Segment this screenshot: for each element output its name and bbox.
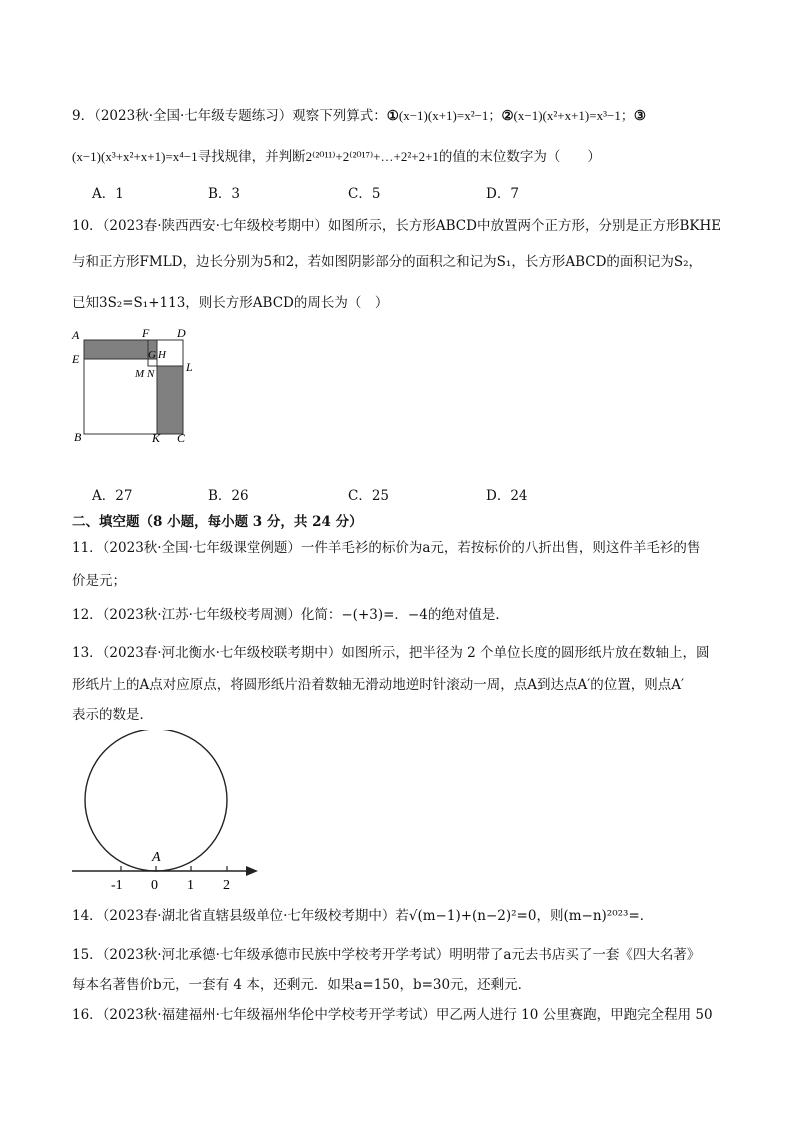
tick-label-1: 1	[187, 878, 194, 893]
label-f: F	[142, 326, 150, 340]
q10-option-a: A．27	[92, 488, 133, 504]
shaded-right	[157, 366, 183, 434]
q13-line2: 形纸片上的A点对应原点，将圆形纸片沿着数轴无滑动地逆时针滚动一周，点A到达点A′的位置，则点A′	[72, 677, 685, 693]
q10-figure	[62, 323, 202, 448]
q9-mid: 寻找规律，并判断	[197, 149, 306, 165]
shaded-top	[84, 340, 157, 359]
q9-expr2: (x−1)(x²+x+1)=x³−1；	[513, 108, 634, 123]
q11-line1: 11．（2023秋·全国·七年级课堂例题）一件羊毛衫的标价为a元，若按标价的八折出售，则这件羊毛衫的售	[72, 540, 701, 556]
label-c: C	[177, 431, 186, 445]
label-n: N	[147, 368, 155, 380]
axis-arrow	[246, 866, 258, 876]
q9-expr3: (x−1)(x³+x²+x+1)=x⁴−1	[72, 149, 198, 164]
label-b: B	[74, 430, 82, 444]
label-g: G	[148, 349, 156, 361]
section-title: 二、填空题（8 小题，每小题 3 分，共 24 分）	[72, 514, 363, 530]
label-l: L	[186, 360, 193, 374]
q10-line2: 与和正方形FMLD，边长分别为5和2，若如图阴影部分的面积之和记为S₁，长方形ABCD的面积记为S₂，	[72, 254, 703, 270]
circled-1: ①	[386, 108, 399, 124]
q9-option-d: D．7	[486, 186, 519, 202]
q9-option-b: B．3	[208, 186, 241, 202]
point-a-label: A	[152, 850, 161, 865]
q9-option-c: C．5	[348, 186, 381, 202]
q10-option-c: C．25	[348, 488, 390, 504]
q9-expr1: (x−1)(x+1)=x²−1；	[398, 108, 502, 123]
label-d: D	[177, 326, 186, 340]
q11-line2: 价是元；	[72, 573, 126, 589]
label-k: K	[152, 431, 161, 445]
q9-suffix: 的值的末位数字为（ ）	[438, 149, 601, 165]
q16-line1: 16．（2023秋·福建福州·七年级福州华伦中学校考开学考试）甲乙两人进行 10 公里赛跑，甲跑完全程用 50	[72, 1007, 713, 1023]
q13-line1: 13．（2023春·河北衡水·七年级校联考期中）如图所示，把半径为 2 个单位长度的圆形纸片放在数轴上，圆	[72, 645, 710, 661]
q10-line1: 10．（2023春·陕西西安·七年级校考期中）如图所示，长方形ABCD中放置两个正方形，分别是正方形BKHE	[72, 218, 722, 234]
q9-line2	[72, 148, 601, 166]
q9-line1	[72, 107, 646, 125]
q9-option-a: A．1	[92, 186, 124, 202]
circled-3: ③	[633, 108, 646, 124]
label-a: A	[72, 328, 80, 342]
tick-label-2: 2	[223, 878, 230, 893]
q15-line2: 每本名著售价b元，一套有 4 本，还剩元．如果a=150，b=30元，还剩元．	[72, 977, 532, 993]
q15-line1: 15．（2023秋·河北承德·七年级承德市民族中学校考开学考试）明明带了a元去书店买了一套《四大名著》	[72, 947, 701, 963]
label-m: M	[135, 368, 145, 380]
q13-figure	[66, 730, 266, 895]
q9-sum: 2⁽²⁰¹¹⁾+2⁽²⁰¹⁷⁾+…+2²+2+1	[305, 149, 439, 164]
q10-option-b: B．26	[208, 488, 249, 504]
q10-option-d: D．24	[486, 488, 528, 504]
q10-line3: 已知3S₂=S₁+113，则长方形ABCD的周长为（ ）	[72, 295, 389, 311]
circled-2: ②	[501, 108, 514, 124]
label-h: H	[158, 349, 166, 361]
label-e: E	[72, 352, 80, 366]
tick-label-0: 0	[151, 878, 158, 893]
tick-label-neg1: -1	[111, 878, 123, 893]
q14-line1: 14．（2023春·湖北省直辖县级单位·七年级校考期中）若√(m−1)+(n−2)²=0，则(m−n)²⁰²³=．	[72, 908, 654, 924]
q9-prefix: 9．（2023秋·全国·七年级专题练习）观察下列算式：	[72, 108, 387, 124]
q13-line3: 表示的数是．	[72, 707, 153, 723]
q12-line1: 12．（2023秋·江苏·七年级校考周测）化简：−(+3)=．−4的绝对值是．	[72, 607, 509, 623]
